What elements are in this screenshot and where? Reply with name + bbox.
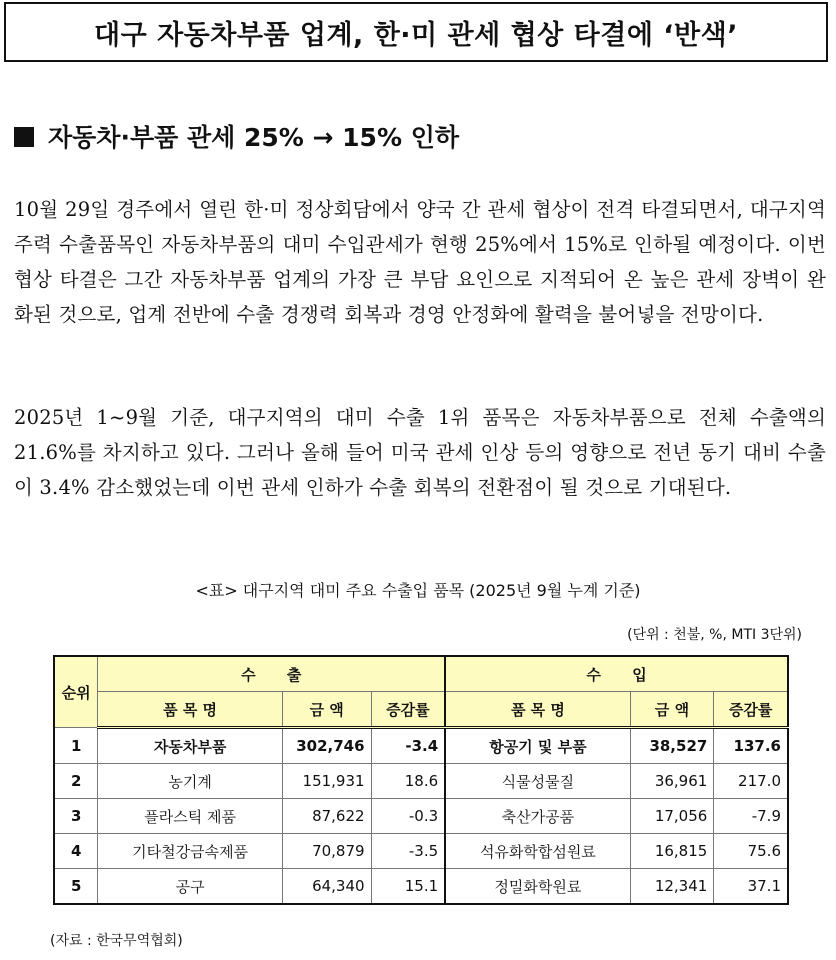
export-change-header: 증감률 <box>371 692 445 728</box>
import-change-cell: -7.9 <box>714 799 788 834</box>
export-amount-cell: 302,746 <box>282 728 371 764</box>
import-item-cell: 항공기 및 부품 <box>445 728 630 764</box>
paragraph-2: 2025년 1~9월 기준, 대구지역의 대미 수출 1위 품목은 자동차부품으로 전체 수출액의 21.6%를 차지하고 있다. 그러나 올해 들어 미국 관세 인상 등의 영향으로 전년 동기 대비 수출이 3.4% 감소했었는데 이번 관세 인하가 수출 회복의 전환점이 될 것으로 기대된다. <box>14 406 826 499</box>
import-change-header: 증감률 <box>714 692 788 728</box>
import-amount-header: 금 액 <box>630 692 714 728</box>
import-change-cell: 217.0 <box>714 764 788 799</box>
import-amount-cell: 38,527 <box>630 728 714 764</box>
export-amount-cell: 64,340 <box>282 869 371 905</box>
export-amount-header: 금 액 <box>282 692 371 728</box>
import-amount-cell: 16,815 <box>630 834 714 869</box>
import-item-cell: 식물성물질 <box>445 764 630 799</box>
table-caption: <표> 대구지역 대미 주요 수출입 품목 (2025년 9월 누계 기준) <box>195 581 641 600</box>
export-item-cell: 플라스틱 제품 <box>98 799 283 834</box>
import-amount-cell: 36,961 <box>630 764 714 799</box>
export-change-cell: -3.5 <box>371 834 445 869</box>
paragraph-1: 10월 29일 경주에서 열린 한·미 정상회담에서 양국 간 관세 협상이 전격 타결되면서, 대구지역 주력 수출품목인 자동차부품의 대미 수입관세가 현행 25%에서 15%로 인하될 예정이다. 이번 협상 타결은 그간 자동차부품 업계의 가장 큰 부담 요인으로 지적되어 온 높은 관세 장벽이 완화된 것으로, 업계 전반에 수출 경쟁력 회복과 경영 안정화에 활력을 불어넣을 전망이다. <box>14 198 826 326</box>
article-title <box>4 2 828 62</box>
export-item-cell: 농기계 <box>98 764 283 799</box>
rank-header: 순위 <box>54 656 98 728</box>
rank-cell: 2 <box>54 764 98 799</box>
section-heading-text: 자동차·부품 관세 25% → 15% 인하 <box>48 123 459 152</box>
table-row <box>54 764 788 799</box>
source-note: (자료 : 한국무역협회) <box>50 933 183 949</box>
export-change-cell: 18.6 <box>371 764 445 799</box>
rank-cell: 4 <box>54 834 98 869</box>
table-header-row <box>54 656 788 692</box>
import-item-header: 품 목 명 <box>445 692 630 728</box>
rank-cell: 5 <box>54 869 98 905</box>
section-heading <box>14 118 459 154</box>
import-item-cell: 석유화학합섬원료 <box>445 834 630 869</box>
table-row <box>54 834 788 869</box>
table-subheader-row <box>54 692 788 728</box>
export-amount-cell: 70,879 <box>282 834 371 869</box>
export-item-header: 품 목 명 <box>98 692 283 728</box>
table-row <box>54 799 788 834</box>
export-item-cell: 자동차부품 <box>98 728 283 764</box>
title-text: 대구 자동차부품 업계, 한·미 관세 협상 타결에 ‘반색’ <box>94 19 738 51</box>
square-bullet-icon <box>14 127 34 147</box>
import-amount-cell: 17,056 <box>630 799 714 834</box>
export-header: 수 출 <box>98 656 445 692</box>
export-item-cell: 공구 <box>98 869 283 905</box>
import-header: 수 입 <box>445 656 788 692</box>
import-change-cell: 37.1 <box>714 869 788 905</box>
table-row <box>54 728 788 764</box>
import-change-cell: 75.6 <box>714 834 788 869</box>
rank-cell: 3 <box>54 799 98 834</box>
export-change-cell: -0.3 <box>371 799 445 834</box>
import-item-cell: 축산가공품 <box>445 799 630 834</box>
table-row <box>54 869 788 905</box>
export-amount-cell: 151,931 <box>282 764 371 799</box>
trade-table <box>53 655 789 905</box>
rank-cell: 1 <box>54 728 98 764</box>
import-change-cell: 137.6 <box>714 728 788 764</box>
export-item-cell: 기타철강금속제품 <box>98 834 283 869</box>
import-amount-cell: 12,341 <box>630 869 714 905</box>
export-change-cell: 15.1 <box>371 869 445 905</box>
export-amount-cell: 87,622 <box>282 799 371 834</box>
export-change-cell: -3.4 <box>371 728 445 764</box>
import-item-cell: 정밀화학원료 <box>445 869 630 905</box>
table-unit: (단위 : 천불, %, MTI 3단위) <box>627 627 802 643</box>
